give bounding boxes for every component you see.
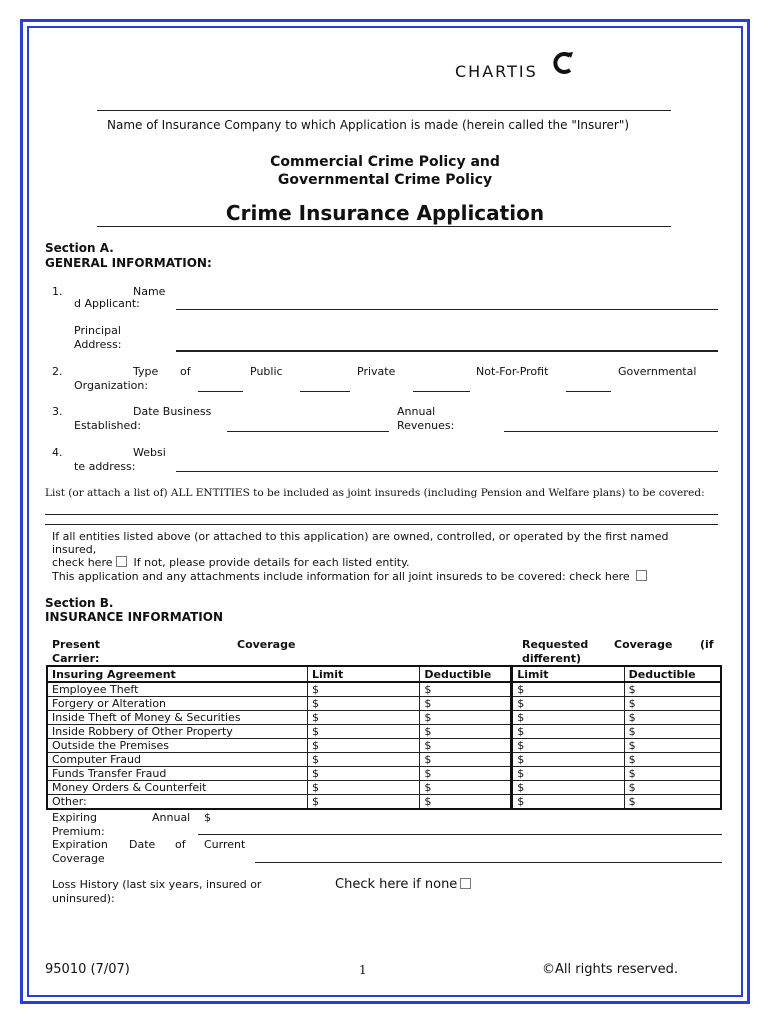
q3-label-a: Date Business <box>133 405 212 418</box>
entities-field[interactable] <box>45 514 718 515</box>
nonprofit-check-line[interactable] <box>413 391 470 392</box>
expiration-of: of <box>175 838 186 851</box>
owned-text-line-1: If all entities listed above (or attached to this application) are owned, controlled, or operated by the first named <box>52 530 669 543</box>
present-deductible-cell[interactable]: $ <box>420 682 512 697</box>
policy-line-1: Commercial Crime Policy and <box>270 154 500 170</box>
owned-check-row <box>52 556 410 569</box>
requested-deductible-cell[interactable]: $ <box>624 767 721 781</box>
coverage-row-label: Forgery or Alteration <box>47 697 307 711</box>
requested-deductible-cell[interactable]: $ <box>628 795 636 808</box>
attach-row <box>52 570 647 583</box>
insurer-caption: Name of Insurance Company to which Application is made (herein called the "Insurer") <box>107 118 630 132</box>
col-insuring-agreement: Insuring Agreement <box>47 666 307 682</box>
expiring-premium-field[interactable] <box>198 834 722 835</box>
form-number: 95010 (7/07) <box>45 962 130 977</box>
annual-revenues-field[interactable] <box>504 431 718 432</box>
org-option-nonprofit: Not-For-Profit <box>476 365 549 378</box>
coverage-row <box>47 711 721 725</box>
present-limit-cell[interactable]: $ <box>307 795 419 810</box>
check-none-label: Check here if none <box>335 877 458 892</box>
page-title: Crime Insurance Application <box>225 201 545 225</box>
coverage-row-label: Employee Theft <box>47 682 307 697</box>
check-none-checkbox[interactable] <box>460 878 471 889</box>
q2-number: 2. <box>52 365 63 378</box>
col-present-limit: Limit <box>307 666 419 682</box>
present-limit-cell[interactable]: $ <box>307 767 419 781</box>
owned-check-label: check here <box>52 556 113 569</box>
requested-limit-cell[interactable]: $ <box>512 697 624 711</box>
present-limit-cell[interactable]: $ <box>307 711 419 725</box>
coverage-row-label: Inside Robbery of Other Property <box>47 725 307 739</box>
present-deductible-cell[interactable]: $ <box>420 697 512 711</box>
coverage-row <box>47 781 721 795</box>
attach-checkbox[interactable] <box>636 570 647 581</box>
coverage-row <box>47 739 721 753</box>
q1-label-b: d Applicant: <box>74 297 140 310</box>
coverage-row-label: Funds Transfer Fraud <box>47 767 307 781</box>
present-deductible-cell[interactable]: $ <box>420 781 512 795</box>
requested-deductible-cell[interactable]: $ <box>624 711 721 725</box>
expiring-label-a: Expiring <box>52 811 98 824</box>
coverage-row-label: Outside the Premises <box>47 739 307 753</box>
principal-address-field[interactable] <box>176 350 718 352</box>
present-coverage: Coverage <box>237 638 296 651</box>
q2-type: Type <box>133 365 159 378</box>
expiring-dollar: $ <box>204 811 211 824</box>
q1-label-a: Name <box>133 285 166 298</box>
requested-deductible-cell[interactable]: $ <box>624 753 721 767</box>
col-present-deductible: Deductible <box>420 666 512 682</box>
requested-deductible-cell[interactable]: $ <box>624 739 721 753</box>
q2-org: Organization: <box>74 379 149 392</box>
private-check-line[interactable] <box>300 391 350 392</box>
coverage-row-label: Inside Theft of Money & Securities <box>47 711 307 725</box>
coverage-row <box>47 795 721 810</box>
requested-limit-cell[interactable]: $ <box>512 795 624 810</box>
present-limit-cell[interactable]: $ <box>307 725 419 739</box>
present-limit-cell[interactable]: $ <box>307 697 419 711</box>
section-b-heading: Section B. <box>45 596 114 610</box>
org-option-public: Public <box>250 365 283 378</box>
policy-line-2: Governmental Crime Policy <box>277 172 493 188</box>
present-deductible-cell[interactable]: $ <box>420 753 512 767</box>
loss-history-label-b: uninsured): <box>52 892 115 905</box>
present-deductible-cell[interactable]: $ <box>420 711 512 725</box>
requested-limit-cell[interactable]: $ <box>512 767 624 781</box>
present-label-b: Carrier: <box>52 652 100 665</box>
revenue-label-b: Revenues: <box>397 419 455 432</box>
present-deductible-cell[interactable]: $ <box>420 739 512 753</box>
requested-label-b: different) <box>522 652 582 665</box>
requested-label-a: Requested <box>522 638 589 651</box>
q4-label-a: Websi <box>133 446 166 459</box>
check-none-row <box>335 877 471 892</box>
present-limit-cell[interactable]: $ <box>307 739 419 753</box>
requested-deductible-cell[interactable]: $ <box>624 682 721 697</box>
col-requested-deductible: Deductible <box>624 666 721 682</box>
present-deductible-cell[interactable]: $ <box>420 795 512 810</box>
section-b-subheading: INSURANCE INFORMATION <box>45 610 223 624</box>
date-established-field[interactable] <box>227 431 389 432</box>
expiration-date-field[interactable] <box>255 862 722 863</box>
present-limit-cell[interactable]: $ <box>307 753 419 767</box>
logo-text: CHARTIS <box>455 62 538 81</box>
owned-text-line-2: insured, <box>52 543 97 556</box>
loss-history-label-a: Loss History (last six years, insured or <box>52 878 262 891</box>
q3-label-b: Established: <box>74 419 141 432</box>
revenue-label-a: Annual <box>397 405 436 418</box>
requested-limit-cell[interactable]: $ <box>512 739 624 753</box>
requested-limit-cell[interactable]: $ <box>512 682 624 697</box>
expiring-label-b: Premium: <box>52 825 105 838</box>
expiration-label-b: Coverage <box>52 852 105 865</box>
website-field[interactable] <box>176 471 718 472</box>
requested-limit-cell[interactable]: $ <box>512 781 624 795</box>
page-number: 1 <box>359 963 367 977</box>
coverage-header-row <box>47 666 721 682</box>
title-underline <box>97 226 671 227</box>
q3-number: 3. <box>52 405 63 418</box>
org-option-governmental: Governmental <box>618 365 697 378</box>
insurer-name-line[interactable] <box>97 110 671 111</box>
coverage-row <box>47 682 721 697</box>
section-a-subheading: GENERAL INFORMATION: <box>45 256 212 270</box>
present-deductible-cell[interactable]: $ <box>420 725 512 739</box>
requested-deductible-cell[interactable]: $ <box>624 725 721 739</box>
public-check-line[interactable] <box>198 391 243 392</box>
q4-label-b: te address: <box>74 460 136 473</box>
expiration-current: Current <box>204 838 246 851</box>
requested-if: (if <box>700 638 714 651</box>
owned-not-text: If not, please provide details for each listed entity. <box>133 556 410 569</box>
entities-instruction: List (or attach a list of) ALL ENTITIES to be included as joint insureds (including Pension and Welfare plans) to be covered: <box>45 487 705 499</box>
coverage-row <box>47 753 721 767</box>
q2-of: of <box>180 365 191 378</box>
chartis-logo <box>455 52 538 81</box>
requested-deductible-cell[interactable]: $ <box>624 697 721 711</box>
coverage-row-label: Other: <box>47 795 307 810</box>
rights-text: ©All rights reserved. <box>542 962 678 977</box>
principal-label-b: Address: <box>74 338 122 351</box>
col-requested-limit: Limit <box>512 666 624 682</box>
present-deductible-cell[interactable]: $ <box>420 767 512 781</box>
section-a-heading: Section A. <box>45 241 114 255</box>
requested-limit-cell[interactable]: $ <box>512 711 624 725</box>
owned-checkbox[interactable] <box>116 556 127 567</box>
coverage-row-label: Computer Fraud <box>47 753 307 767</box>
coverage-row <box>47 725 721 739</box>
requested-limit-cell[interactable]: $ <box>512 725 624 739</box>
attach-text: This application and any attachments include information for all joint insureds to be covered: check here <box>52 570 630 583</box>
present-limit-cell[interactable]: $ <box>307 781 419 795</box>
present-label-a: Present <box>52 638 101 651</box>
governmental-check-line[interactable] <box>566 391 611 392</box>
requested-coverage: Coverage <box>614 638 673 651</box>
q1-number: 1. <box>52 285 63 298</box>
chartis-c-icon <box>551 50 577 76</box>
coverage-row <box>47 697 721 711</box>
org-option-private: Private <box>357 365 396 378</box>
entities-divider <box>45 524 718 525</box>
expiration-date: Date <box>129 838 156 851</box>
present-limit-cell[interactable]: $ <box>307 682 419 697</box>
q4-number: 4. <box>52 446 63 459</box>
expiring-annual: Annual <box>152 811 191 824</box>
coverage-row <box>47 767 721 781</box>
principal-label-a: Principal <box>74 324 121 337</box>
coverage-table <box>46 665 722 810</box>
expiration-label-a: Expiration <box>52 838 108 851</box>
requested-deductible-cell[interactable]: $ <box>624 781 721 795</box>
coverage-row-label: Money Orders & Counterfeit <box>47 781 307 795</box>
applicant-name-field[interactable] <box>176 309 718 310</box>
requested-limit-cell[interactable]: $ <box>512 753 624 767</box>
